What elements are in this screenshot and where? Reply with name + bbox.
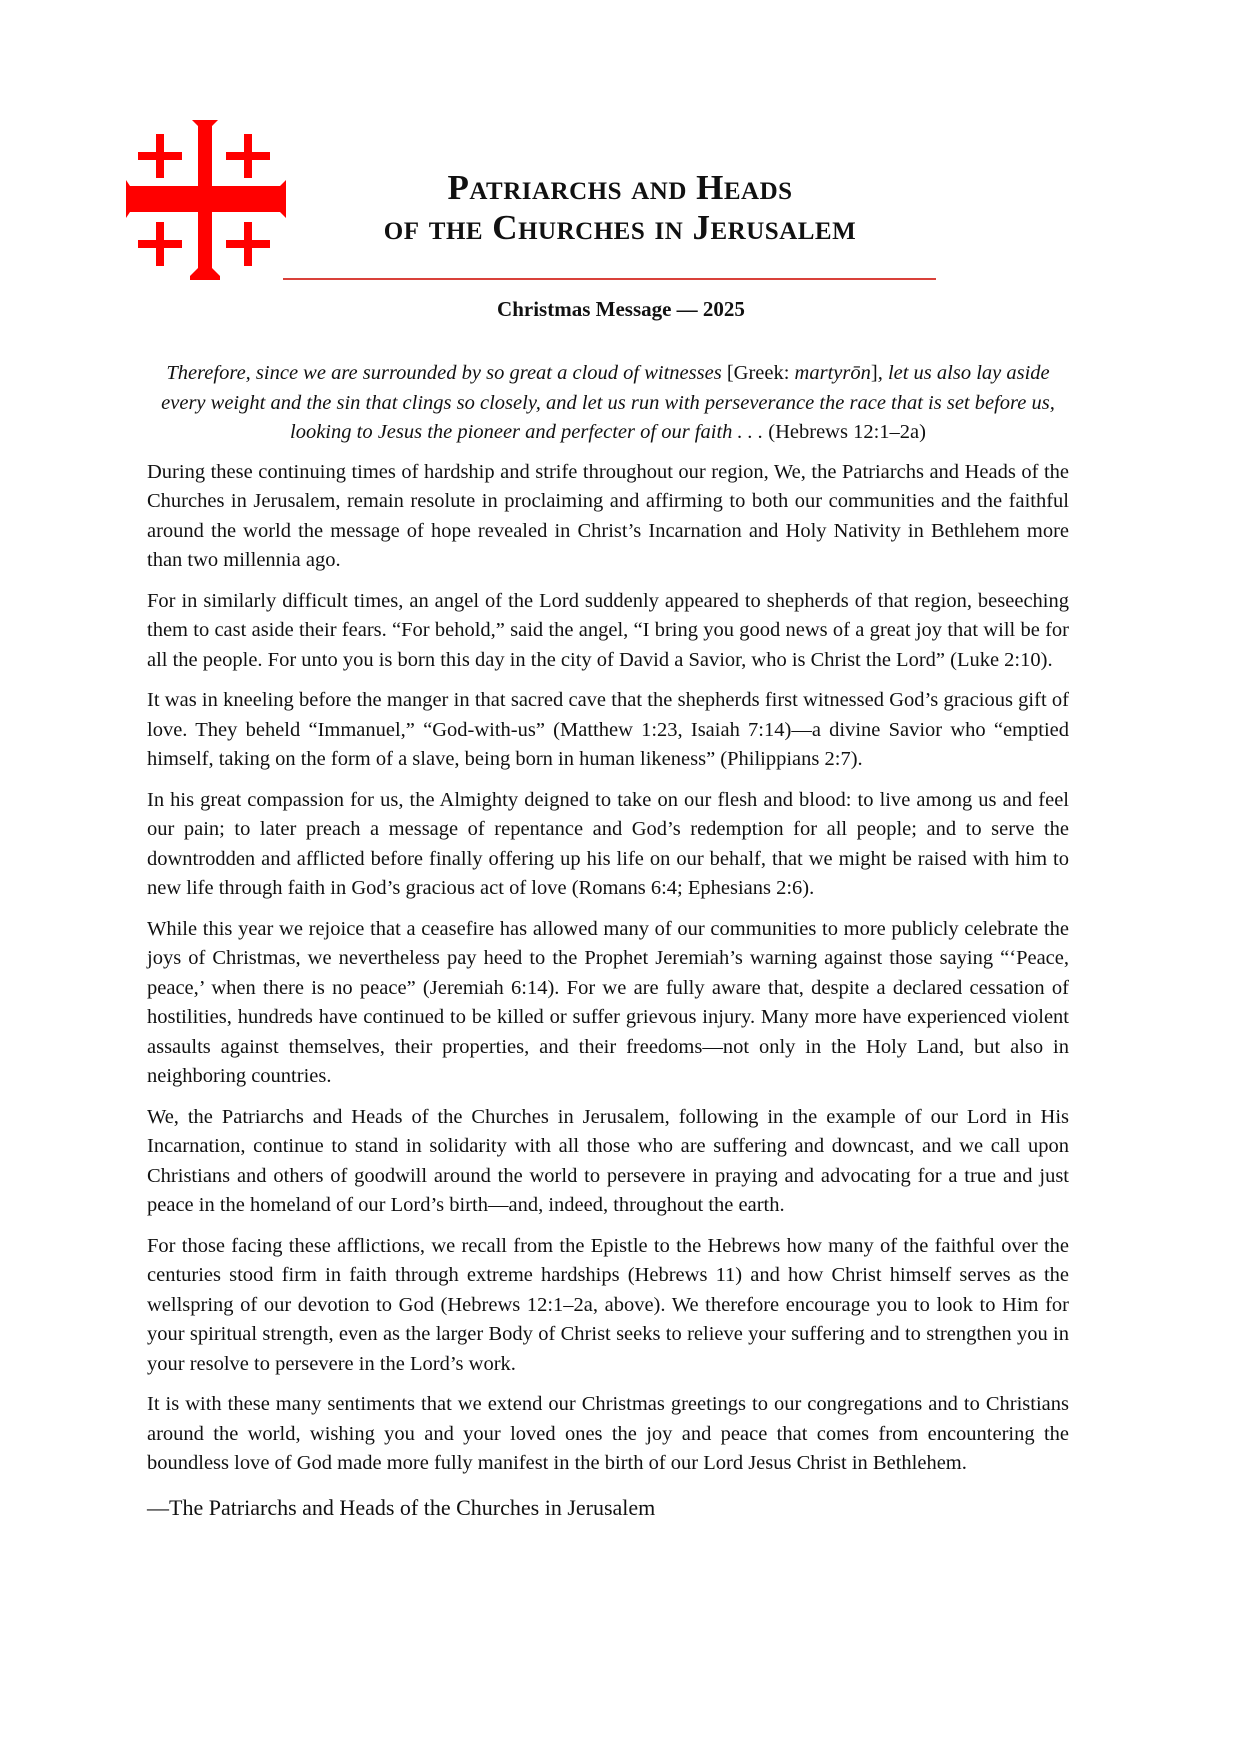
- organization-name-line1: Patriarchs and Heads: [447, 168, 793, 207]
- organization-name: [320, 168, 920, 248]
- paragraph-2: For in similarly difficult times, an angel of the Lord suddenly appeared to shepherds of that region, beseeching them to cast aside their fears. “For behold,” said the angel, “I bring you good news of a great joy that will be for all the people. For unto you is born this day in the city of David a Savior, who is Christ the Lord” (Luke 2:10).: [147, 589, 1069, 671]
- epigraph-text-part1: Therefore, since we are surrounded by so great a cloud of witnesses: [166, 362, 727, 384]
- epigraph-text-part2: , let us also lay aside every weight and the sin that clings so closely, and let us run with perseverance the race that is set before us, looking to Jesus the pioneer and perfecter of our faith . . .: [161, 362, 1055, 443]
- paragraph-1: During these continuing times of hardship and strife throughout our region, We, the Patriarchs and Heads of the Churches in Jerusalem, remain resolute in proclaiming and affirming to both our communities and the faithful around the world the message of hope revealed in Christ’s Incarnation and Holy Nativity in Bethlehem more than two millennia ago.: [147, 460, 1069, 571]
- document-body: [147, 359, 1069, 1523]
- epigraph-quote: [147, 359, 1069, 448]
- organization-name-line2: of the Churches in Jerusalem: [383, 208, 857, 247]
- epigraph-greek-word: martyrōn: [794, 362, 871, 384]
- paragraph-7: For those facing these afflictions, we recall from the Epistle to the Hebrews how many of the faithful over the centuries stood firm in faith through extreme hardships (Hebrews 11) and how Christ himself serves as the wellspring of our devotion to God (Hebrews 12:1–2a, above). We therefore encourage you to look to Him for your spiritual strength, even as the larger Body of Christ seeks to relieve your suffering and to strengthen you in your resolve to persevere in the Lord’s work.: [147, 1234, 1069, 1375]
- paragraph-6: We, the Patriarchs and Heads of the Churches in Jerusalem, following in the example of our Lord in His Incarnation, continue to stand in solidarity with all those who are suffering and downcast, and we call upon Christians and others of goodwill around the world to persevere in praying and advocating for a true and just peace in the homeland of our Lord’s birth—and, indeed, throughout the earth.: [147, 1105, 1069, 1216]
- paragraph-8: It is with these many sentiments that we extend our Christmas greetings to our congregations and to Christians around the world, wishing you and your loved ones the joy and peace that comes from encountering the boundless love of God made more fully manifest in the birth of our Lord Jesus Christ in Bethlehem.: [147, 1393, 1069, 1474]
- signature: —The Patriarchs and Heads of the Churches in Jerusalem: [147, 1494, 656, 1520]
- jerusalem-cross-icon: [126, 120, 286, 280]
- header-divider: [283, 278, 936, 280]
- paragraph-4: In his great compassion for us, the Almighty deigned to take on our flesh and blood: to live among us and feel our pain; to later preach a message of repentance and God’s redemption for all people; and to serve the downtrodden and afflicted before finally offering up his life on our behalf, that we might be raised with him to new life through faith in God’s gracious act of love (Romans 6:4; Ephesians 2:6).: [147, 788, 1069, 899]
- paragraph-3: It was in kneeling before the manger in that sacred cave that the shepherds first witnessed God’s gracious gift of love. They beheld “Immanuel,” “God-with-us” (Matthew 1:23, Isaiah 7:14)—a divine Savior who “emptied himself, taking on the form of a slave, being born in human likeness” (Philippians 2:7).: [147, 689, 1069, 770]
- epigraph-bracket-close: ]: [870, 362, 878, 384]
- document-title: Christmas Message — 2025: [497, 297, 745, 321]
- epigraph-citation: (Hebrews 12:1–2a): [768, 421, 926, 443]
- paragraph-5: While this year we rejoice that a ceasefire has allowed many of our communities to more publicly celebrate the joys of Christmas, we nevertheless pay heed to the Prophet Jeremiah’s warning against those saying “‘Peace, peace,’ when there is no peace” (Jeremiah 6:14). For we are fully aware that, despite a declared cessation of hostilities, hundreds have continued to be killed or suffer grievous injury. Many more have experienced violent assaults against themselves, their properties, and their freedoms—not only in the Holy Land, but also in neighboring countries.: [147, 917, 1069, 1087]
- epigraph-bracket-open: [Greek:: [726, 362, 795, 384]
